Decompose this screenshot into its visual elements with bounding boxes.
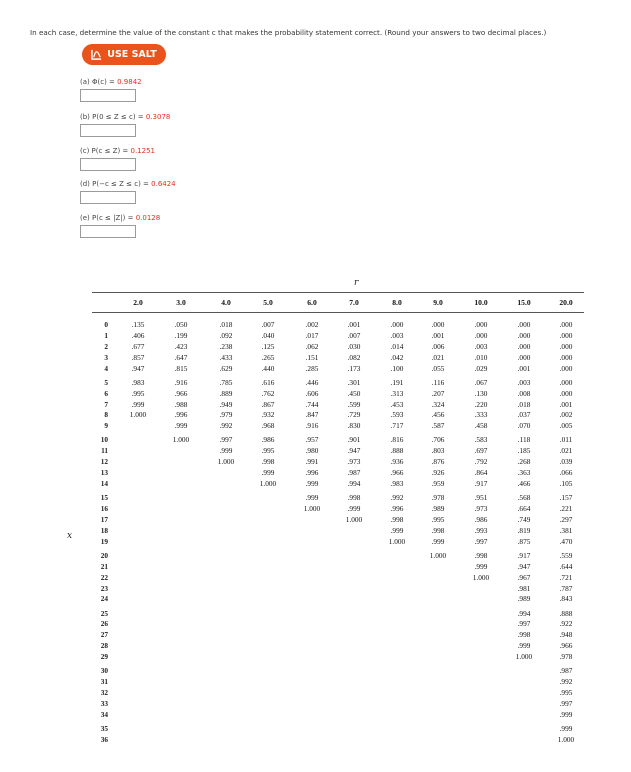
use-salt-label: USE SALT — [107, 49, 157, 60]
table-cell: .948 — [559, 630, 573, 640]
table-cell: .039 — [559, 457, 573, 467]
table-cell: .606 — [305, 388, 319, 398]
table-cell: .001 — [517, 363, 531, 373]
table-cell: .998 — [390, 514, 404, 524]
table-cell: .966 — [559, 641, 573, 651]
table-cell: .220 — [474, 399, 488, 409]
table-cell: .996 — [174, 410, 188, 420]
table-cell: .762 — [261, 388, 275, 398]
row-label: 29 — [100, 652, 108, 662]
table-cell: .997 — [559, 698, 573, 708]
table-cell: .593 — [390, 410, 404, 420]
table-cell: .916 — [174, 377, 188, 387]
row-label: 19 — [100, 536, 108, 546]
table-cell: .987 — [347, 468, 361, 478]
column-header: 15.0 — [517, 298, 531, 307]
table-cell: .007 — [347, 330, 361, 340]
table-cell: .968 — [261, 421, 275, 431]
table-cell: .819 — [517, 525, 531, 535]
table-cell: .040 — [261, 330, 275, 340]
table-cell: .992 — [219, 421, 233, 431]
column-header: 6.0 — [307, 298, 317, 307]
table-cell: .616 — [261, 377, 275, 387]
table-cell: .888 — [559, 608, 573, 618]
part-label: (b) — [80, 113, 93, 121]
table-cell: .857 — [131, 352, 145, 362]
table-cell: .951 — [474, 493, 488, 503]
table-cell: .647 — [174, 352, 188, 362]
table-cell: .466 — [517, 479, 531, 488]
table-cell: .994 — [347, 479, 361, 488]
table-cell: 1.000 — [303, 504, 321, 513]
table-cell: .706 — [431, 435, 445, 445]
table-cell: .268 — [517, 457, 531, 467]
table-cell: .157 — [559, 493, 573, 503]
table-cell: .717 — [390, 421, 404, 431]
table-cell: .000 — [559, 388, 573, 398]
part-a-prompt — [80, 78, 142, 86]
table-cell: .017 — [305, 330, 319, 340]
table-cell: .433 — [219, 352, 233, 362]
table-cell: .301 — [347, 377, 361, 387]
table-cell: .050 — [174, 320, 188, 329]
row-label: 13 — [100, 468, 108, 478]
column-header: 5.0 — [263, 298, 273, 307]
table-cell: .787 — [559, 583, 573, 593]
table-cell: .980 — [305, 446, 319, 456]
table-cell: .070 — [517, 421, 531, 431]
row-label: 28 — [100, 641, 108, 651]
row-label: 9 — [104, 421, 108, 431]
table-cell: .014 — [390, 341, 404, 351]
table-cell: .440 — [261, 363, 275, 373]
row-label: 15 — [100, 493, 108, 503]
table-cell: .583 — [474, 435, 488, 445]
table-cell: .003 — [517, 377, 531, 387]
table-cell: .749 — [517, 514, 531, 524]
table-cell: .843 — [559, 594, 573, 604]
table-cell: .105 — [559, 479, 573, 488]
part-label: (c) — [80, 147, 92, 155]
table-cell: .999 — [559, 723, 573, 733]
table-cell: .744 — [305, 399, 319, 409]
table-cell: .042 — [390, 352, 404, 362]
table-cell: .000 — [559, 330, 573, 340]
table-cell: .151 — [305, 352, 319, 362]
table-cell: .599 — [347, 399, 361, 409]
table-cell: .721 — [559, 572, 573, 582]
row-label: 21 — [100, 561, 108, 571]
table-cell: .973 — [347, 457, 361, 467]
table-cell: .002 — [305, 320, 319, 329]
table-cell: .889 — [219, 388, 233, 398]
part-d-prompt — [80, 180, 176, 188]
row-label: 10 — [100, 435, 108, 445]
use-salt-button[interactable] — [82, 44, 166, 65]
table-cell: .986 — [261, 435, 275, 445]
table-cell: .003 — [474, 341, 488, 351]
table-cell: .993 — [474, 525, 488, 535]
table-cell: .998 — [431, 525, 445, 535]
table-cell: 1.000 — [217, 457, 235, 467]
table-cell: .199 — [174, 330, 188, 340]
part-expression: Φ(c) = — [91, 78, 118, 86]
column-header: 8.0 — [392, 298, 402, 307]
table-cell: .000 — [559, 320, 573, 329]
table-cell: .453 — [390, 399, 404, 409]
table-cell: 1.000 — [259, 479, 277, 488]
table-cell: .135 — [131, 320, 145, 329]
r-axis-label: r — [354, 278, 359, 288]
table-cell: .997 — [219, 435, 233, 445]
table-cell: .000 — [559, 341, 573, 351]
table-cell: .999 — [347, 504, 361, 513]
table-cell: .100 — [390, 363, 404, 373]
table-cell: .066 — [559, 468, 573, 478]
table-cell: .830 — [347, 421, 361, 431]
column-header: 20.0 — [559, 298, 573, 307]
table-cell: .000 — [517, 330, 531, 340]
table-cell: .008 — [517, 388, 531, 398]
table-cell: .207 — [431, 388, 445, 398]
column-header: 2.0 — [133, 298, 143, 307]
table-cell: .999 — [559, 709, 573, 719]
table-cell: .021 — [559, 446, 573, 456]
row-label: 35 — [100, 723, 108, 733]
row-label: 32 — [100, 688, 108, 697]
row-label: 3 — [104, 352, 108, 362]
table-cell: .125 — [261, 341, 275, 351]
table-cell: .989 — [517, 594, 531, 604]
table-cell: .992 — [390, 493, 404, 503]
table-cell: .265 — [261, 352, 275, 362]
row-label: 14 — [100, 479, 108, 488]
row-label: 16 — [100, 504, 108, 513]
table-cell: .191 — [390, 377, 404, 387]
table-cell: 1.000 — [472, 572, 490, 582]
row-label: 8 — [104, 410, 108, 420]
column-header: 4.0 — [221, 298, 231, 307]
row-label: 33 — [100, 698, 108, 708]
table-cell: .285 — [305, 363, 319, 373]
salt-chart-icon — [91, 49, 102, 60]
row-label: 18 — [100, 525, 108, 535]
table-cell: .988 — [174, 399, 188, 409]
answer-input-c[interactable] — [80, 158, 136, 171]
table-cell: .092 — [219, 330, 233, 340]
instructions: In each case, determine the value of the constant c that makes the probability statement correct. (Round your answers to two decimal places.) — [30, 28, 547, 37]
table-cell: .999 — [131, 399, 145, 409]
table-cell: .997 — [517, 619, 531, 629]
table-cell: .423 — [174, 341, 188, 351]
table-cell: .729 — [347, 410, 361, 420]
table-cell: .664 — [517, 504, 531, 513]
table-cell: .986 — [474, 514, 488, 524]
table-cell: .979 — [219, 410, 233, 420]
table-cell: .381 — [559, 525, 573, 535]
table-cell: .947 — [131, 363, 145, 373]
table-cell: .055 — [431, 363, 445, 373]
column-header: 10.0 — [474, 298, 488, 307]
part-expression: P(−c ≤ Z ≤ c) = — [92, 180, 152, 188]
row-label: 34 — [100, 709, 108, 719]
table-cell: .007 — [261, 320, 275, 329]
table-cell: .001 — [431, 330, 445, 340]
row-label: 0 — [104, 320, 108, 329]
table-cell: .587 — [431, 421, 445, 431]
table-cell: .994 — [517, 608, 531, 618]
table-cell: .470 — [559, 536, 573, 546]
part-expression: P(c ≤ |Z|) = — [92, 214, 136, 222]
table-cell: .867 — [261, 399, 275, 409]
table-cell: .973 — [474, 504, 488, 513]
table-cell: 1.000 — [345, 514, 363, 524]
table-cell: .000 — [431, 320, 445, 329]
table-cell: .966 — [390, 468, 404, 478]
part-given-value: 0.9842 — [117, 78, 142, 86]
table-cell: .949 — [219, 399, 233, 409]
table-cell: .446 — [305, 377, 319, 387]
table-cell: .998 — [474, 550, 488, 560]
table-cell: .816 — [390, 435, 404, 445]
table-cell: 1.000 — [129, 410, 147, 420]
table-cell: .998 — [347, 493, 361, 503]
table-cell: .959 — [431, 479, 445, 488]
table-cell: .983 — [131, 377, 145, 387]
table-cell: .000 — [559, 377, 573, 387]
table-cell: .406 — [131, 330, 145, 340]
table-cell: .864 — [474, 468, 488, 478]
table-cell: .936 — [390, 457, 404, 467]
table-cell: .998 — [261, 457, 275, 467]
table-cell: .000 — [390, 320, 404, 329]
row-label: 7 — [104, 399, 108, 409]
table-cell: .999 — [517, 641, 531, 651]
row-label: 23 — [100, 583, 108, 593]
row-label: 24 — [100, 594, 108, 604]
table-cell: .363 — [517, 468, 531, 478]
row-label: 30 — [100, 666, 108, 676]
row-label: 20 — [100, 550, 108, 560]
table-cell: .173 — [347, 363, 361, 373]
table-cell: .001 — [347, 320, 361, 329]
table-cell: .062 — [305, 341, 319, 351]
table-cell: 1.000 — [557, 734, 575, 744]
table-cell: .018 — [517, 399, 531, 409]
row-label: 11 — [101, 446, 108, 456]
answer-input-d[interactable] — [80, 191, 136, 204]
table-cell: .875 — [517, 536, 531, 546]
row-label: 17 — [100, 514, 108, 524]
table-cell: .001 — [559, 399, 573, 409]
table-cell: .978 — [431, 493, 445, 503]
part-b-prompt — [80, 113, 170, 121]
table-cell: .000 — [474, 320, 488, 329]
answer-input-e[interactable] — [80, 225, 136, 238]
part-label: (d) — [80, 180, 93, 188]
part-e-prompt — [80, 214, 160, 222]
table-cell: .568 — [517, 493, 531, 503]
table-cell: .002 — [559, 410, 573, 420]
table-cell: .999 — [261, 468, 275, 478]
table-cell: .957 — [305, 435, 319, 445]
table-cell: .005 — [559, 421, 573, 431]
table-cell: .989 — [431, 504, 445, 513]
answer-input-a[interactable] — [80, 89, 136, 102]
row-label: 5 — [104, 377, 108, 387]
table-cell: .456 — [431, 410, 445, 420]
table-cell: 1.000 — [172, 435, 190, 445]
table-cell: 1.000 — [515, 652, 533, 662]
table-header-rule — [92, 312, 584, 313]
table-cell: .997 — [474, 536, 488, 546]
table-cell: .847 — [305, 410, 319, 420]
table-cell: .996 — [390, 504, 404, 513]
table-cell: .995 — [559, 688, 573, 697]
table-cell: .221 — [559, 504, 573, 513]
table-cell: .981 — [517, 583, 531, 593]
part-label: (a) — [80, 78, 92, 86]
column-header: 9.0 — [433, 298, 443, 307]
x-axis-label: x — [67, 531, 73, 541]
table-cell: .999 — [431, 536, 445, 546]
table-cell: .644 — [559, 561, 573, 571]
table-cell: .932 — [261, 410, 275, 420]
table-cell: .030 — [347, 341, 361, 351]
table-cell: .333 — [474, 410, 488, 420]
table-cell: .991 — [305, 457, 319, 467]
answer-input-b[interactable] — [80, 124, 136, 137]
row-label: 27 — [100, 630, 108, 640]
table-cell: .082 — [347, 352, 361, 362]
table-cell: .297 — [559, 514, 573, 524]
table-cell: .130 — [474, 388, 488, 398]
column-header: 3.0 — [176, 298, 186, 307]
table-cell: .029 — [474, 363, 488, 373]
table-cell: .917 — [517, 550, 531, 560]
table-cell: .003 — [390, 330, 404, 340]
table-cell: .926 — [431, 468, 445, 478]
table-cell: .999 — [219, 446, 233, 456]
table-cell: .947 — [347, 446, 361, 456]
table-cell: .067 — [474, 377, 488, 387]
table-cell: .185 — [517, 446, 531, 456]
table-cell: .450 — [347, 388, 361, 398]
table-cell: .966 — [174, 388, 188, 398]
table-cell: .018 — [219, 320, 233, 329]
row-label: 4 — [104, 363, 108, 373]
table-cell: .792 — [474, 457, 488, 467]
table-cell: .901 — [347, 435, 361, 445]
table-cell: .947 — [517, 561, 531, 571]
table-cell: 1.000 — [388, 536, 406, 546]
row-label: 36 — [100, 734, 108, 744]
part-c-prompt — [80, 147, 155, 155]
table-cell: .999 — [174, 421, 188, 431]
table-cell: .037 — [517, 410, 531, 420]
part-expression: P(c ≤ Z) = — [91, 147, 131, 155]
table-cell: .995 — [431, 514, 445, 524]
table-cell: .116 — [431, 377, 445, 387]
part-given-value: 0.6424 — [151, 180, 176, 188]
table-cell: .916 — [305, 421, 319, 431]
table-cell: .996 — [305, 468, 319, 478]
table-cell: .313 — [390, 388, 404, 398]
table-cell: .000 — [559, 363, 573, 373]
column-header: 7.0 — [349, 298, 359, 307]
table-cell: .987 — [559, 666, 573, 676]
table-cell: .922 — [559, 619, 573, 629]
table-cell: .999 — [305, 479, 319, 488]
table-cell: .815 — [174, 363, 188, 373]
table-cell: .999 — [305, 493, 319, 503]
table-cell: .999 — [390, 525, 404, 535]
part-label: (e) — [80, 214, 92, 222]
row-label: 31 — [100, 677, 108, 687]
table-cell: .967 — [517, 572, 531, 582]
table-cell: 1.000 — [429, 550, 447, 560]
table-cell: .000 — [517, 341, 531, 351]
part-given-value: 0.0128 — [135, 214, 161, 222]
table-cell: .697 — [474, 446, 488, 456]
table-cell: .021 — [431, 352, 445, 362]
table-cell: .238 — [219, 341, 233, 351]
table-cell: .992 — [559, 677, 573, 687]
table-cell: .011 — [559, 435, 573, 445]
table-cell: .458 — [474, 421, 488, 431]
row-label: 25 — [100, 608, 108, 618]
row-label: 1 — [104, 330, 108, 340]
row-label: 6 — [104, 388, 108, 398]
table-cell: .917 — [474, 479, 488, 488]
table-cell: .629 — [219, 363, 233, 373]
table-cell: .118 — [517, 435, 531, 445]
table-cell: .995 — [131, 388, 145, 398]
table-cell: .000 — [517, 352, 531, 362]
table-cell: .559 — [559, 550, 573, 560]
table-cell: .785 — [219, 377, 233, 387]
table-cell: .000 — [517, 320, 531, 329]
table-cell: .888 — [390, 446, 404, 456]
part-given-value: 0.3078 — [145, 113, 171, 121]
table-cell: .995 — [261, 446, 275, 456]
row-label: 2 — [104, 341, 108, 351]
table-cell: .803 — [431, 446, 445, 456]
table-cell: .978 — [559, 652, 573, 662]
table-cell: .000 — [474, 330, 488, 340]
table-cell: .324 — [431, 399, 445, 409]
row-label: 26 — [100, 619, 108, 629]
table-cell: .998 — [517, 630, 531, 640]
part-given-value: 0.1251 — [130, 147, 156, 155]
table-cell: .010 — [474, 352, 488, 362]
table-cell: .677 — [131, 341, 145, 351]
table-cell: .000 — [559, 352, 573, 362]
table-cell: .983 — [390, 479, 404, 488]
table-top-rule — [92, 292, 584, 293]
table-cell: .999 — [474, 561, 488, 571]
part-expression: P(0 ≤ Z ≤ c) = — [92, 113, 146, 121]
table-cell: .006 — [431, 341, 445, 351]
row-label: 12 — [100, 457, 108, 467]
row-label: 22 — [100, 572, 108, 582]
table-cell: .876 — [431, 457, 445, 467]
